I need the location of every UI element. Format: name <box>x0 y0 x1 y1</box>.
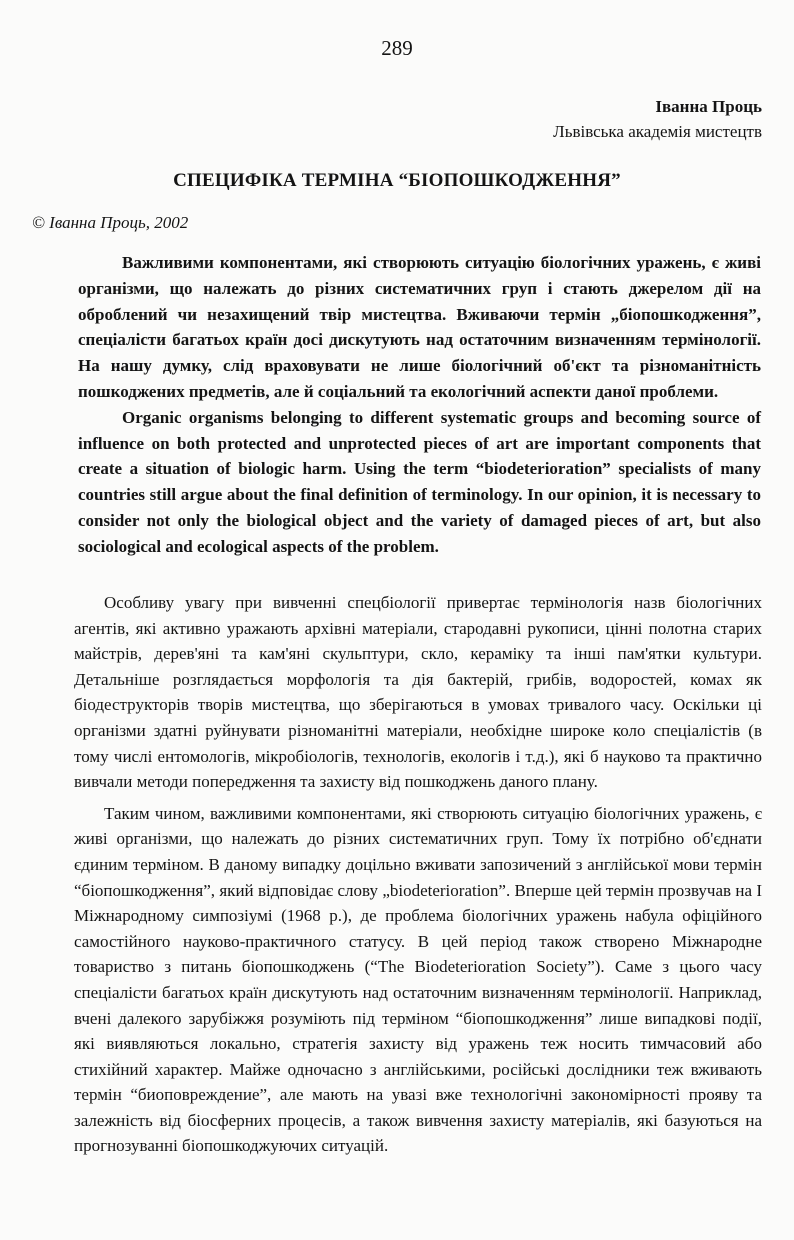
abstract-ukrainian: Важливими компонентами, які створюють ситуацію біологічних уражень, є живі організми, що належать до різних систематичних груп і стають джерелом дії на оброблений чи незахищений твір мистецтва. Вживаючи термін „біопошкодження”, спеціалісти багатьох країн досі дискутують над остаточним визначенням термінології. На нашу думку, слід враховувати не лише біологічний об'єкт та різноманітність пошкоджених предметів, але й соціальний та екологічний аспекти даної проблеми. <box>78 253 761 401</box>
article-title: СПЕЦИФІКА ТЕРМІНА “БІОПОШКОДЖЕННЯ” <box>173 170 621 191</box>
page-number: 289 <box>381 36 413 60</box>
abstract <box>78 250 761 560</box>
body-paragraph: Таким чином, важливими компонентами, які створюють ситуацію біологічних уражень, є живі організми, що належать до різних систематичних груп. Тому їх потрібно об'єднати єдиним терміном. В даному випадку доцільно вживати запозичений з англійської мови термін “біопошкодження”, який відповідає слову „biodeterioration”. Вперше цей термін прозвучав на І Міжнародному симпозіумі (1968 р.), де проблема біологічних уражень набула офіційного самостійного науково-практичного статусу. В цей період також створено Міжнародне товариство з питань біопошкоджень (“The Biodeterioration Society”). Саме з цього часу спеціалісти багатьох країн дискутують над остаточним визначенням термінології. Наприклад, вчені далекого зарубіжжя розуміють під терміном “біопошкодження” лише випадкові події, які виявляються локально, стратегія захисту від уражень теж носить тимчасовий або стихійний характер. Майже одночасно з англійськими, російські дослідники теж вживають термін “биоповреждение”, але мають на увазі вже технологічні закономірності прояву та залежність від біосферних процесів, а також вивчення захисту матеріалів, які базуються на прогнозуванні біопошкоджуючих ситуацій. <box>74 803 762 1156</box>
body-text <box>74 590 762 1159</box>
copyright-line: © Іванна Проць, 2002 <box>32 213 189 232</box>
abstract-english: Organic organisms belonging to different systematic groups and becoming source of influence on both protected and unprotected pieces of art are important components that create a situation of biologic harm. Using the term “biodeterioration” specialists of many countries still argue about the final definition of terminology. In our opinion, it is necessary to consider not only the biological object and the variety of damaged pieces of art, but also sociological and ecological aspects of the problem. <box>78 407 761 556</box>
author-name: Іванна Проць <box>655 97 762 116</box>
author-affiliation: Львівська академія мистецтв <box>553 122 762 141</box>
body-paragraph: Особливу увагу при вивченні спецбіології привертає термінологія назв біологічних агентів, які активно уражають архівні матеріали, стародавні рукописи, цінні полотна старих майстрів, дерев'яні та кам'яні скульптури, скло, кераміку та інші пам'ятки культури. Детальніше розглядається морфологія та дія бактерій, грибів, водоростей, комах як біодеструкторів творів мистецтва, що зберігаються в умовах тривалого часу. Оскільки ці організми здатні руйнувати різноманітні матеріали, необхідне широке коло спеціалістів (в тому числі ентомологів, мікробіологів, технологів, екологів і т.д.), які б науково та практично вивчали методи попередження та захисту від пошкоджень даного плану. <box>74 593 762 792</box>
